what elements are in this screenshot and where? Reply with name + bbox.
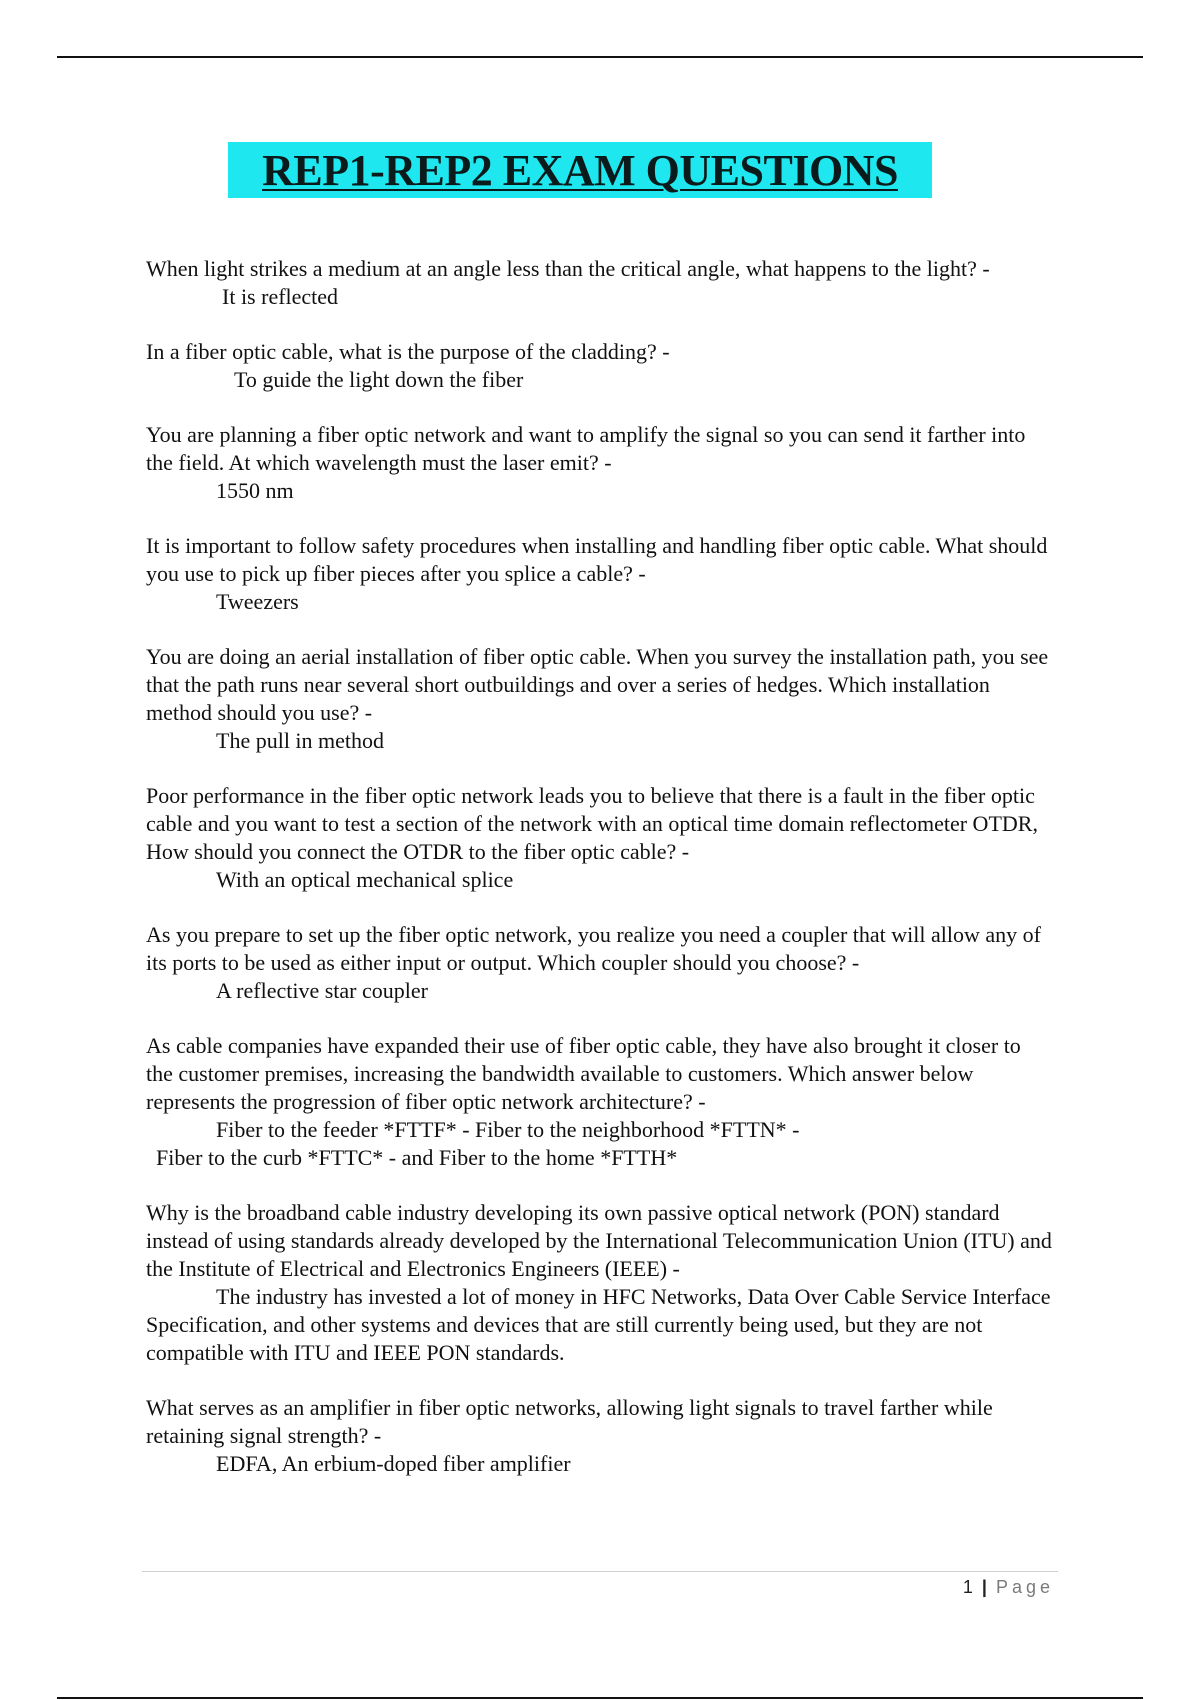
answer-text: A reflective star coupler <box>216 978 428 1003</box>
question-text: It is important to follow safety procedures when installing and handling fiber optic cable. What should you use to pick up fiber pieces after you splice a cable? - <box>146 533 1048 586</box>
answer-text: The industry has invested a lot of money in HFC Networks, Data Over Cable Service Interface Specification, and other systems and devices that are still currently being used, but they are not compatible with ITU and IEEE PON standards. <box>146 1284 1051 1365</box>
question-text: You are doing an aerial installation of fiber optic cable. When you survey the installation path, you see that the path runs near several short outbuildings and over a series of hedges. Which installation method should you use? - <box>146 644 1049 725</box>
qa-item <box>146 782 1052 894</box>
page-label: Page <box>995 1577 1054 1597</box>
answer-text-continued: Fiber to the curb *FTTC* - and Fiber to the home *FTTH* <box>156 1145 678 1170</box>
answer-text: EDFA, An erbium-doped fiber amplifier <box>216 1451 571 1476</box>
top-rule <box>57 56 1143 58</box>
question-text: Poor performance in the fiber optic network leads you to believe that there is a fault in the fiber optic cable and you want to test a section of the network with an optical time domain reflectometer OTDR, How should you connect the OTDR to the fiber optic cable? - <box>146 783 1038 864</box>
answer-text: Fiber to the feeder *FTTF* - Fiber to the neighborhood *FTTN* - <box>216 1117 800 1142</box>
title-highlight <box>228 142 932 198</box>
answer-text: The pull in method <box>216 728 385 753</box>
page-number: 1 <box>962 1577 973 1597</box>
question-text: Why is the broadband cable industry developing its own passive optical network (PON) standard instead of using standards already developed by the International Telecommunication Union (ITU) and the Institute of Electrical and Electronics Engineers (IEEE) - <box>146 1200 1052 1281</box>
question-text: As cable companies have expanded their use of fiber optic cable, they have also brought it closer to the customer premises, increasing the bandwidth available to customers. Which answer below represents the progression of fiber optic network architecture? - <box>146 1033 1021 1114</box>
answer-text: Tweezers <box>216 589 299 614</box>
answer-text: It is reflected <box>222 284 339 309</box>
qa-item <box>146 1199 1052 1367</box>
answer-text: With an optical mechanical splice <box>216 867 514 892</box>
qa-item <box>146 255 1052 311</box>
question-text: In a fiber optic cable, what is the purpose of the cladding? - <box>146 339 670 364</box>
qa-item <box>146 643 1052 755</box>
qa-item <box>146 1394 1052 1478</box>
question-text: What serves as an amplifier in fiber optic networks, allowing light signals to travel farther while retaining signal strength? - <box>146 1395 993 1448</box>
question-list <box>146 255 1052 1505</box>
qa-item <box>146 532 1052 616</box>
footer-separator: | <box>981 1577 987 1597</box>
question-text: When light strikes a medium at an angle less than the critical angle, what happens to the light? - <box>146 256 990 281</box>
page-title: REP1-REP2 EXAM QUESTIONS <box>262 145 898 195</box>
answer-text: 1550 nm <box>216 478 294 503</box>
qa-item <box>146 1032 1052 1172</box>
page-footer <box>963 1577 1054 1598</box>
qa-item <box>146 421 1052 505</box>
question-text: You are planning a fiber optic network and want to amplify the signal so you can send it farther into the field. At which wavelength must the laser emit? - <box>146 422 1026 475</box>
bottom-rule <box>57 1697 1143 1699</box>
answer-text: To guide the light down the fiber <box>234 367 524 392</box>
footer-rule <box>142 1571 1058 1572</box>
qa-item <box>146 921 1052 1005</box>
question-text: As you prepare to set up the fiber optic network, you realize you need a coupler that will allow any of its ports to be used as either input or output. Which coupler should you choose? - <box>146 922 1041 975</box>
qa-item <box>146 338 1052 394</box>
